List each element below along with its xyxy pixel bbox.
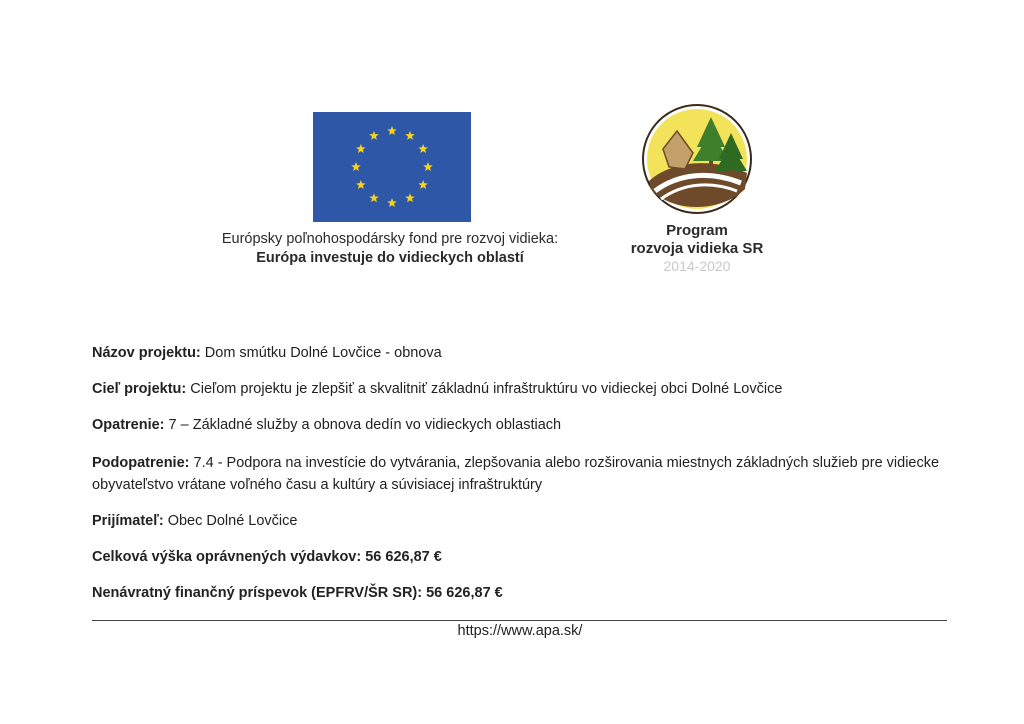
eu-flag-icon <box>313 112 471 222</box>
recipient-label: Prijímateľ: <box>92 513 164 529</box>
project-goal-value: Cieľom projektu je zlepšiť a skvalitniť základnú infraštruktúru vo vidieckej obci Dolné Lovčice <box>186 381 783 397</box>
eu-star-icon <box>356 144 366 153</box>
eu-caption-line1: Európsky poľnohospodársky fond pre rozvoj vidieka: <box>221 231 559 247</box>
footer-url-link[interactable]: https://www.apa.sk/ <box>457 623 583 639</box>
eu-star-icon <box>351 162 361 171</box>
eu-star-icon <box>369 131 379 140</box>
rural-development-program-logo-icon <box>641 103 753 215</box>
eu-star-icon <box>356 180 366 189</box>
eu-fund-caption <box>180 230 600 268</box>
program-years: 2014-2020 <box>663 258 731 274</box>
eu-star-icon <box>418 144 428 153</box>
program-title-line1: Program <box>666 222 728 239</box>
eu-star-icon <box>405 131 415 140</box>
project-name-row <box>92 343 962 364</box>
program-caption <box>600 222 794 275</box>
recipient-value: Obec Dolné Lovčice <box>163 513 298 529</box>
project-goal-row <box>92 379 962 400</box>
eu-star-icon <box>405 193 415 202</box>
project-name-label: Názov projektu: <box>92 345 201 361</box>
project-name-value: Dom smútku Dolné Lovčice - obnova <box>200 345 442 361</box>
total-eligible-expenses: Celková výška oprávnených výdavkov: 56 626,87 € <box>92 549 442 565</box>
eu-star-icon <box>387 198 397 207</box>
non-repayable-grant: Nenávratný finančný príspevok (EPFRV/ŠR SR): 56 626,87 € <box>92 585 503 601</box>
program-title-line2: rozvoja vidieka SR <box>630 240 764 257</box>
recipient-row <box>92 511 962 532</box>
measure-value: 7 – Základné služby a obnova dedín vo vidieckych oblastiach <box>164 417 562 433</box>
submeasure-value: 7.4 - Podpora na investície do vytvárania, zlepšovania alebo rozširovania miestnych základných služieb pre vidiecke obyvateľstvo vrátane voľného času a kultúry a súvisiacej infraštruktúry <box>92 455 940 493</box>
measure-row <box>92 415 962 436</box>
project-goal-label: Cieľ projektu: <box>92 381 187 397</box>
eu-star-icon <box>369 193 379 202</box>
eu-star-icon <box>387 126 397 135</box>
eu-star-icon <box>418 180 428 189</box>
measure-label: Opatrenie: <box>92 417 165 433</box>
eu-caption-line2: Európa investuje do vidieckych oblastí <box>256 250 524 266</box>
footer-divider <box>92 620 947 621</box>
submeasure-label: Podopatrenie: <box>92 455 190 471</box>
submeasure-row <box>92 452 962 496</box>
eu-star-icon <box>423 162 433 171</box>
